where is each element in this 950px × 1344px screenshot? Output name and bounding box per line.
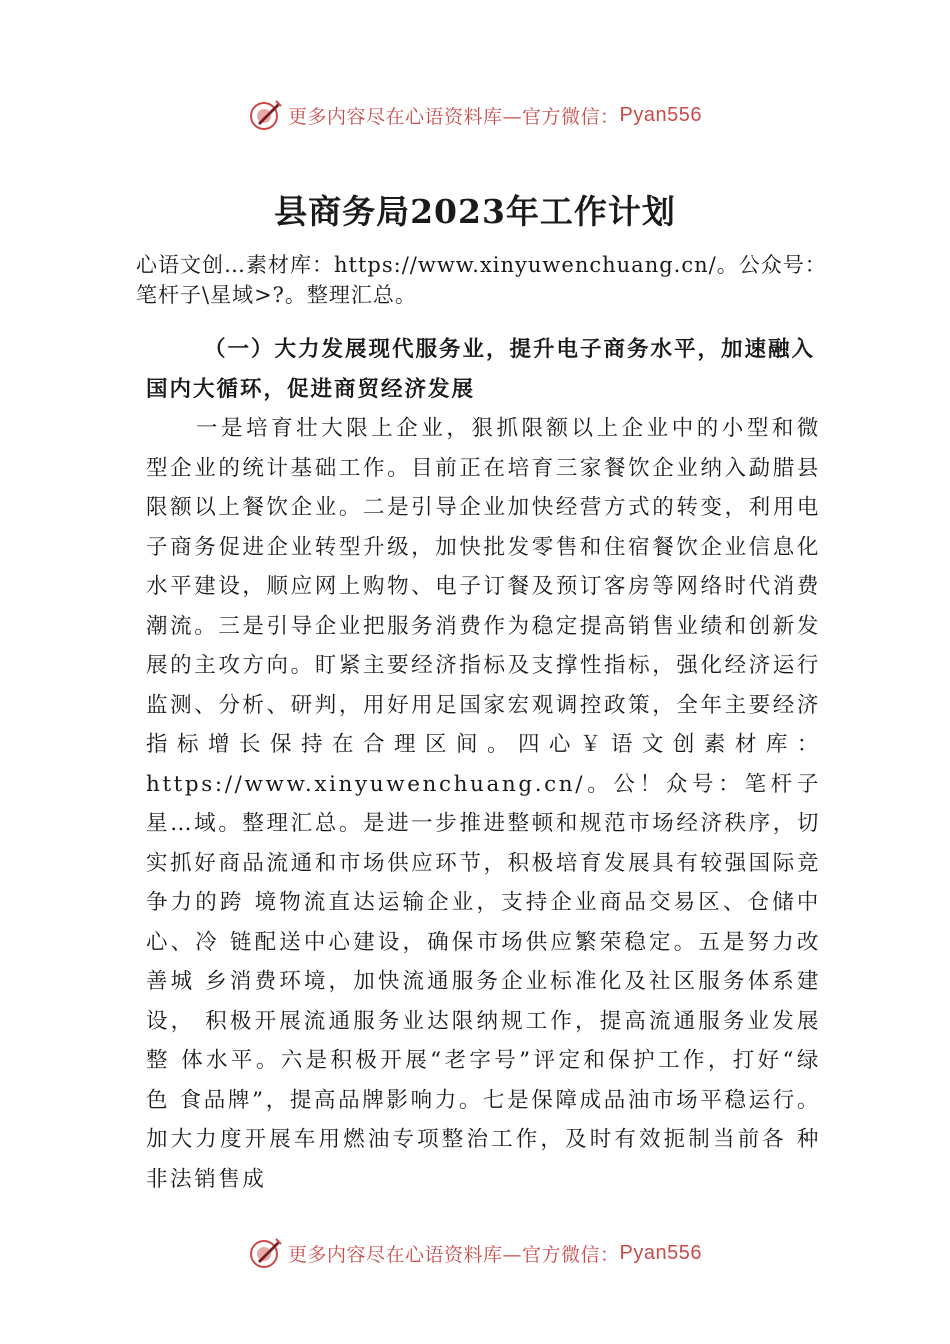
footer-watermark <box>0 1233 950 1273</box>
brand-logo-icon <box>248 1235 284 1271</box>
section-paragraph: 一是培育壮大限上企业，狠抓限额以上企业中的小型和微型企业的统计基础工作。目前正在培育三家餐饮企业纳入勐腊县限额以上餐饮企业。二是引导企业加快经营方式的转变，利用电子商务促进企业转型升级，加快批发零售和住宿餐饮企业信息化水平建设，顺应网上购物、电子订餐及预订客房等网络时代消费潮流。三是引导企业把服务消费作为稳定提高销售业绩和创新发展的主攻方向。盯紧主要经济指标及支撑性指标，强化经济运行监测、分析、研判，用好用足国家宏观调控政策，全年主要经济指标增长保持在合理区间。四心￥语文创素材库：https://www.xinyuwenchuang.cn/。公！众号：笔杆子星…域。整理汇总。是进一步推进整顿和规范市场经济秩序，切实抓好商品流通和市场供应环节，积极培育发展具有较强国际竞争力的跨 境物流直达运输企业，支持企业商品交易区、仓储中心、冷 链配送中心建设，确保市场供应繁荣稳定。五是努力改善城 乡消费环境，加快流通服务企业标准化及社区服务体系建设， 积极开展流通服务业达限纳规工作，提高流通服务业发展整 体水平。六是积极开展“老字号”评定和保护工作，打好“绿色 食品牌”，提高品牌影响力。七是保障成品油市场平稳运行。加大力度开展车用燃油专项整治工作，及时有效扼制当前各 种非法销售成 <box>146 416 821 1192</box>
banner-text: 更多内容尽在心语资料库—官方微信： <box>288 105 620 128</box>
banner-text: 更多内容尽在心语资料库—官方微信： <box>288 1243 620 1266</box>
page-title: 县商务局2023年工作计划 <box>274 192 676 231</box>
header-watermark <box>0 95 950 135</box>
brand-logo-icon <box>248 97 284 133</box>
source-note: 心语文创…素材库：https://www.xinyuwenchuang.cn/。公众号：笔杆子\星域>?。整理汇总。 <box>136 253 827 307</box>
wechat-id: Pyan556 <box>619 103 702 126</box>
document-body <box>146 330 821 1199</box>
section-heading: （一）大力发展现代服务业，提升电子商务水平，加速融入国内大循环，促进商贸经济发展 <box>146 337 816 402</box>
wechat-id: Pyan556 <box>619 1241 702 1264</box>
